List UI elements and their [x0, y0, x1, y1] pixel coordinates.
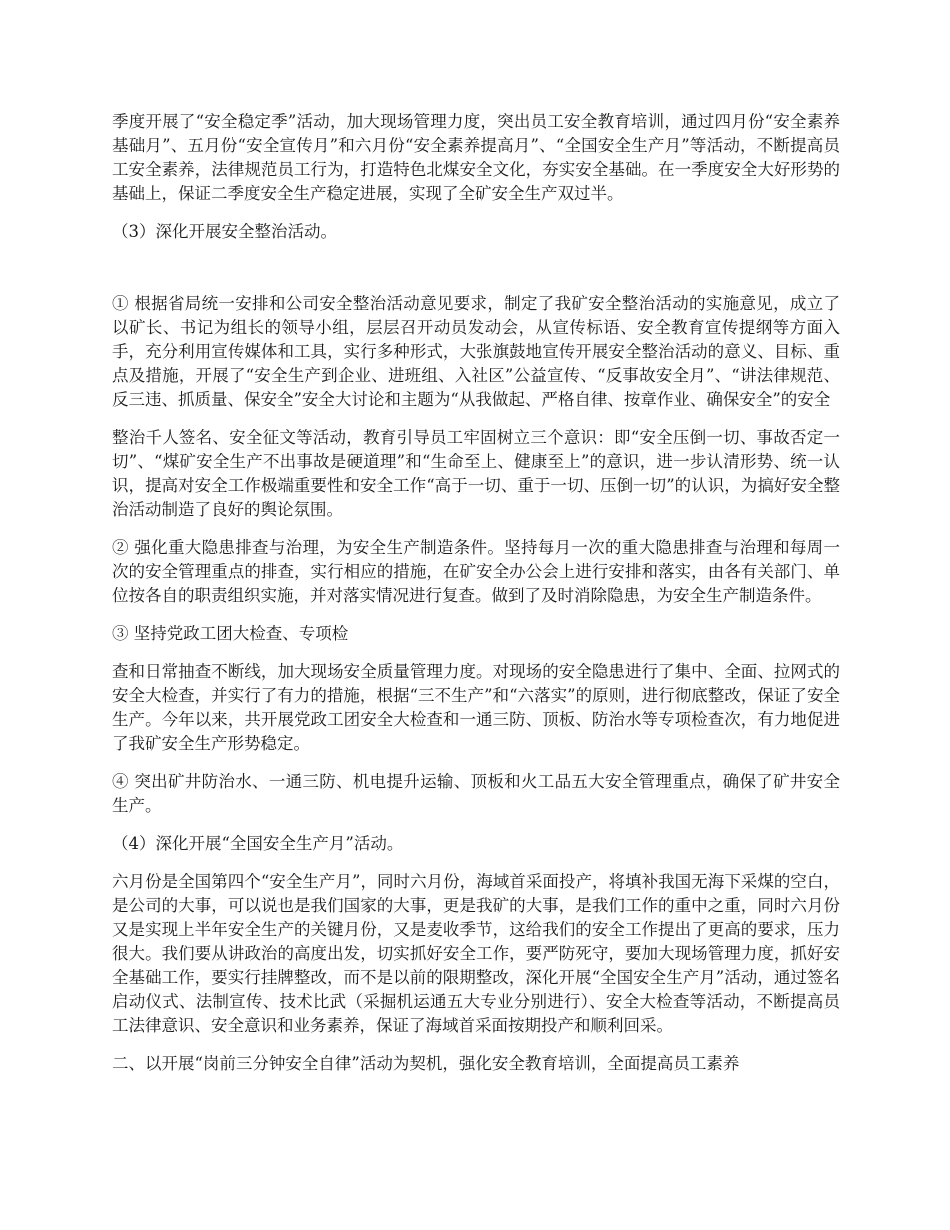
paragraph-item-1: ① 根据省局统一安排和公司安全整治活动意见要求，制定了我矿安全整治活动的实施意见，成立了以矿长、书记为组长的领导小组，层层召开动员发动会，从宣传标语、安全教育宣传提纲等方面入手，充分利用宣传媒体和工具，实行多种形式，大张旗鼓地宣传开展安全整治活动的意义、目标、重点及措施，开展了“安全生产到企业、进班组、入社区”公益宣传、“反事故安全月”、“讲法律规范、反三违、抓质量、保安全”安全大讨论和主题为“从我做起、严格自律、按章作业、确保安全”的安全 [112, 294, 840, 409]
heading-safety-month: （4）深化开展“全国安全生产月”活动。 [112, 834, 404, 853]
paragraph-item-3: ③ 坚持党政工团大检查、专项检 [112, 624, 349, 643]
paragraph-safety-season: 季度开展了“安全稳定季”活动，加大现场管理力度，突出员工安全教育培训，通过四月份“安全素养基础月”、五月份“安全宣传月”和六月份“安全素养提高月”、“全国安全生产月”等活动，不断提高员工安全素养，法律规范员工行为，打造特色北煤安全文化，夯实安全基础。在一季度安全大好形势的基础上，保证二季度安全生产稳定进展，实现了全矿安全生产双过半。 [112, 112, 840, 203]
spacer [112, 258, 840, 292]
heading-rectification-activity: （3）深化开展安全整治活动。 [112, 222, 337, 241]
paragraph-item-1-continued: 整治千人签名、安全征文等活动，教育引导员工牢固树立三个意识：即“安全压倒一切、事故否定一切”、“煤矿安全生产不出事故是硬道理”和“生命至上、健康至上”的意识，进一步认清形势、统一认识，提高对安全工作极端重要性和安全工作“高于一切、重于一切、压倒一切”的认识，为搞好安全整治活动制造了良好的舆论氛围。 [112, 428, 840, 519]
paragraph-item-3-continued: 查和日常抽查不断线，加大现场安全质量管理力度。对现场的安全隐患进行了集中、全面、拉网式的安全大检查，并实行了有力的措施，根据“三不生产”和“六落实”的原则，进行彻底整改，保证了安全生产。今年以来，共开展党政工团安全大检查和一通三防、顶板、防治水等专项检查次，有力地促进了我矿安全生产形势稳定。 [112, 662, 840, 753]
paragraph-item-4: ④ 突出矿井防治水、一通三防、机电提升运输、顶板和火工品五大安全管理重点，确保了矿井安全生产。 [112, 772, 840, 815]
paragraph-item-2: ② 强化重大隐患排查与治理，为安全生产制造条件。坚持每月一次的重大隐患排查与治理和每周一次的安全管理重点的排查，实行相应的措施，在矿安全办公会上进行安排和落实，由各有关部门、单位按各自的职责组织实施，并对落实情况进行复查。做到了及时消除隐患，为安全生产制造条件。 [112, 538, 840, 605]
document-body [112, 110, 840, 1090]
paragraph-safety-month: 六月份是全国第四个“安全生产月”，同时六月份，海域首采面投产，将填补我国无海下采煤的空白，是公司的大事，可以说也是我们国家的大事，更是我矿的大事，是我们工作的重中之重，同时六月份又是实现上半年安全生产的关键月份，又是麦收季节，这给我们的安全工作提出了更高的要求，压力很大。我们要从讲政治的高度出发，切实抓好安全工作，要严防死守，要加大现场管理力度，抓好安全基础工作，要实行挂牌整改，而不是以前的限期整改，深化开展“全国安全生产月”活动，通过签名启动仪式、法制宣传、技术比武（采掘机运通五大专业分别进行）、安全大检查等活动，不断提高员工法律意识、安全意识和业务素养，保证了海域首采面按期投产和顺利回采。 [112, 872, 840, 1035]
heading-section-two: 二、以开展“岗前三分钟安全自律”活动为契机，强化安全教育培训，全面提高员工素养 [112, 1054, 740, 1073]
